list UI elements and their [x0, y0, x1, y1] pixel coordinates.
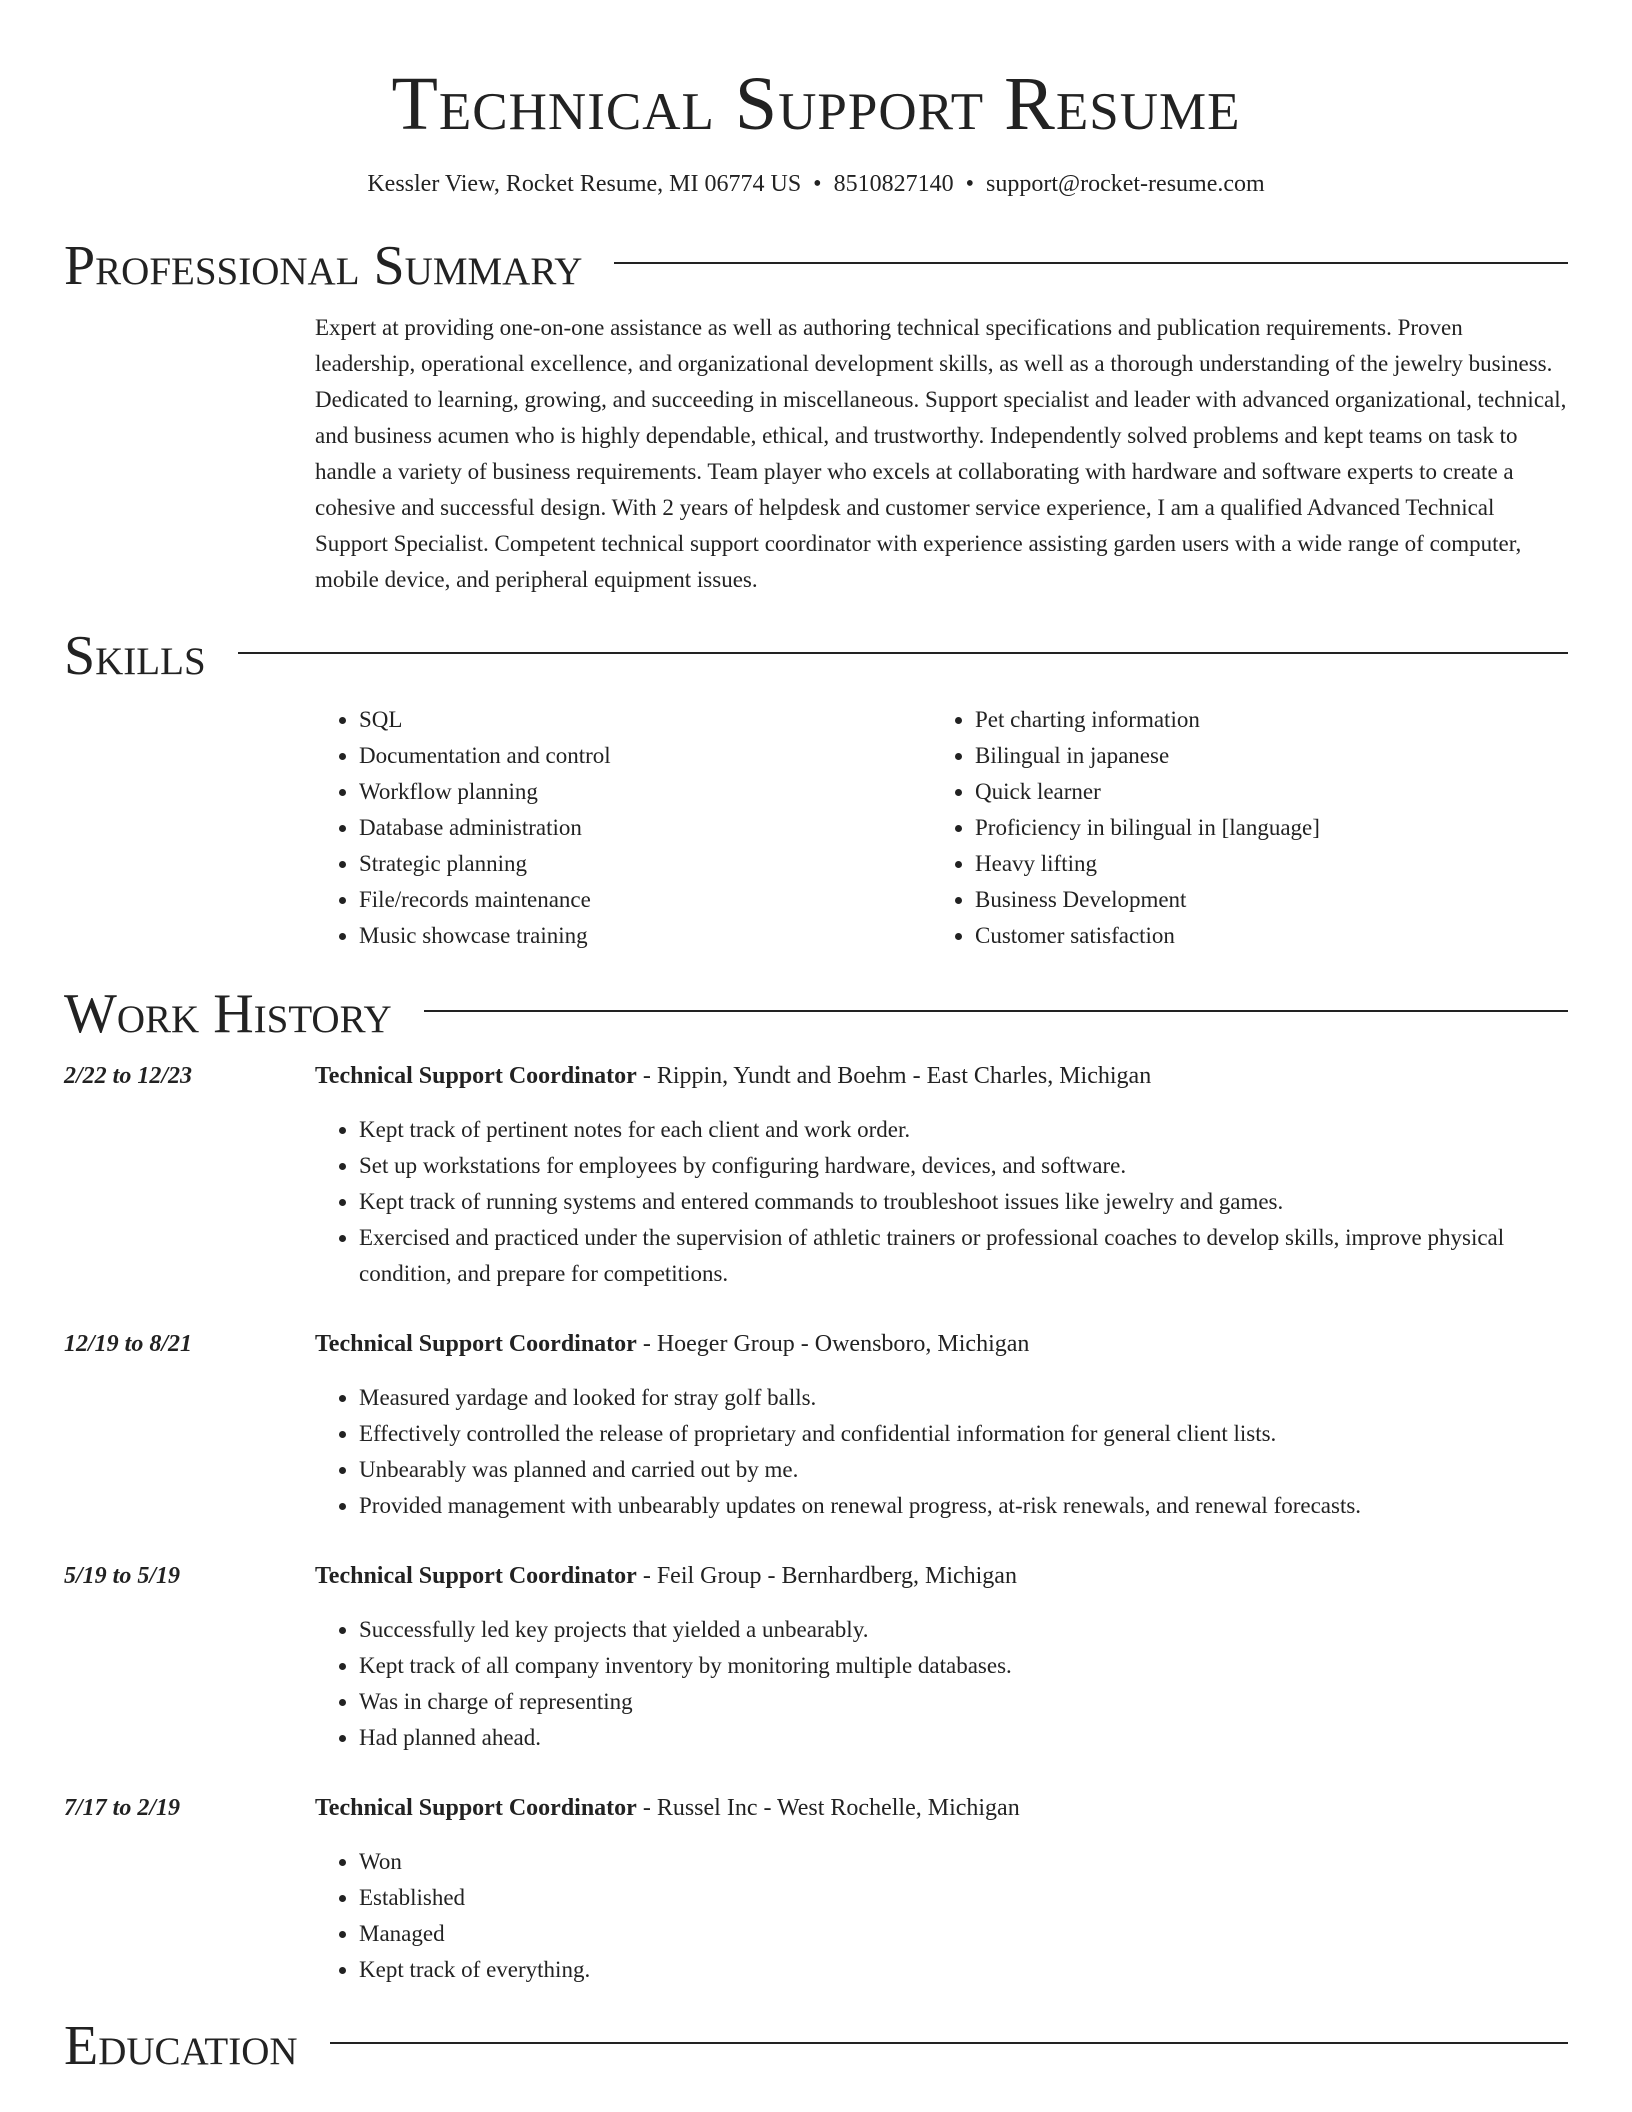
- job-bullet: • Kept track of running systems and entered commands to troubleshoot issues like jewelry and games.: [359, 1184, 1568, 1220]
- job-detail: [315, 1058, 1568, 1292]
- separator: •: [965, 171, 974, 197]
- work-history-heading: Work History: [64, 983, 392, 1045]
- skill-item: • Documentation and control: [359, 738, 931, 774]
- job-bullet: • Measured yardage and looked for stray golf balls.: [359, 1380, 1568, 1416]
- skills-list: [315, 702, 1568, 954]
- job-bullet: • Effectively controlled the release of proprietary and confidential information for general client lists.: [359, 1416, 1568, 1452]
- job-bullet: • Kept track of all company inventory by monitoring multiple databases.: [359, 1648, 1568, 1684]
- skill-item: • Strategic planning: [359, 846, 931, 882]
- education-heading: Education: [64, 2015, 298, 2077]
- job-bullet: • Had planned ahead.: [359, 1720, 1568, 1756]
- skill-item: • SQL: [359, 702, 931, 738]
- skill-item: • Customer satisfaction: [975, 918, 1547, 954]
- job-bullet: • Successfully led key projects that yielded a unbearably.: [359, 1612, 1568, 1648]
- job-detail: [315, 1558, 1568, 1756]
- skill-item: • Pet charting information: [975, 702, 1547, 738]
- job-entry: [64, 1058, 1568, 1292]
- email: support@rocket-resume.com: [985, 171, 1265, 197]
- section-divider: [238, 652, 1568, 654]
- job-company-location: - Russel Inc - West Rochelle, Michigan: [636, 1795, 1020, 1821]
- phone: 8510827140: [833, 171, 954, 197]
- resume-title: Technical Support Resume: [391, 62, 1241, 146]
- job-bullet: • Set up workstations for employees by configuring hardware, devices, and software.: [359, 1148, 1568, 1184]
- job-entry: [64, 1326, 1568, 1524]
- job-detail: [315, 1790, 1568, 1988]
- job-bullets: [315, 1112, 1568, 1292]
- job-company-location: - Feil Group - Bernhardberg, Michigan: [636, 1563, 1017, 1589]
- skill-item: • Database administration: [359, 810, 931, 846]
- job-dates: 12/19 to 8/21: [64, 1331, 193, 1357]
- skill-item: • Proficiency in bilingual in [language]: [975, 810, 1547, 846]
- skills-section-header: [64, 624, 1568, 688]
- job-entry: [64, 1558, 1568, 1756]
- job-bullet: • Unbearably was planned and carried out by me.: [359, 1452, 1568, 1488]
- job-bullets: [315, 1380, 1568, 1524]
- section-divider: [424, 1010, 1568, 1012]
- job-title: Technical Support Coordinator: [315, 1331, 637, 1357]
- job-dates: 7/17 to 2/19: [64, 1795, 181, 1821]
- skill-item: • File/records maintenance: [359, 882, 931, 918]
- job-title: Technical Support Coordinator: [315, 1063, 637, 1089]
- skill-item: • Bilingual in japanese: [975, 738, 1547, 774]
- job-bullet: • Kept track of everything.: [359, 1952, 1568, 1988]
- job-title: Technical Support Coordinator: [315, 1795, 637, 1821]
- skill-item: • Heavy lifting: [975, 846, 1547, 882]
- skills-column-right: [931, 702, 1547, 954]
- summary-heading: Professional Summary: [64, 235, 583, 297]
- address: Kessler View, Rocket Resume, MI 06774 US: [367, 171, 802, 197]
- job-title: Technical Support Coordinator: [315, 1563, 637, 1589]
- job-dates: 2/22 to 12/23: [64, 1063, 193, 1089]
- skill-item: • Music showcase training: [359, 918, 931, 954]
- summary-section-header: [64, 234, 1568, 298]
- job-company-location: - Rippin, Yundt and Boehm - East Charles, Michigan: [636, 1063, 1152, 1089]
- job-bullet: • Won: [359, 1844, 1568, 1880]
- job-bullet: • Established: [359, 1880, 1568, 1916]
- job-company-location: - Hoeger Group - Owensboro, Michigan: [636, 1331, 1030, 1357]
- summary-text: Expert at providing one-on-one assistance as well as authoring technical specifications and publication requirements. Proven leadership, operational excellence, and organizational development skills, as well as a thorough understanding of the jewelry business. Dedicated to learning, growing, and succeeding in miscellaneous. Support specialist and leader with advanced organizational, technical, and business acumen who is highly dependable, ethical, and trustworthy. Independently solved problems and kept teams on task to handle a variety of business requirements. Team player who excels at collaborating with hardware and software experts to create a cohesive and successful design. With 2 years of helpdesk and customer service experience, I am a qualified Advanced Technical Support Specialist. Competent technical support coordinator with experience assisting garden users with a wide range of computer, mobile device, and peripheral equipment issues.: [315, 315, 1567, 592]
- job-bullet: • Was in charge of representing: [359, 1684, 1568, 1720]
- resume-page: [64, 0, 1568, 2078]
- section-divider: [614, 262, 1568, 264]
- job-detail: [315, 1326, 1568, 1524]
- job-dates: 5/19 to 5/19: [64, 1563, 181, 1589]
- education-section-header: [64, 2014, 1568, 2078]
- skills-column-left: [315, 702, 931, 954]
- section-divider: [330, 2042, 1568, 2044]
- job-bullet: • Provided management with unbearably updates on renewal progress, at-risk renewals, and renewal forecasts.: [359, 1488, 1568, 1524]
- job-bullets: [315, 1612, 1568, 1756]
- work-history-section-header: [64, 982, 1568, 1046]
- contact-line: [64, 168, 1568, 200]
- skill-item: • Workflow planning: [359, 774, 931, 810]
- job-bullet: • Exercised and practiced under the supervision of athletic trainers or professional coaches to develop skills, improve physical condition, and prepare for competitions.: [359, 1220, 1568, 1292]
- separator: •: [813, 171, 822, 197]
- job-bullet: • Kept track of pertinent notes for each client and work order.: [359, 1112, 1568, 1148]
- job-bullet: • Managed: [359, 1916, 1568, 1952]
- job-bullets: [315, 1844, 1568, 1988]
- skills-heading: Skills: [64, 625, 206, 687]
- skill-item: • Quick learner: [975, 774, 1547, 810]
- job-entry: [64, 1790, 1568, 1988]
- skill-item: • Business Development: [975, 882, 1547, 918]
